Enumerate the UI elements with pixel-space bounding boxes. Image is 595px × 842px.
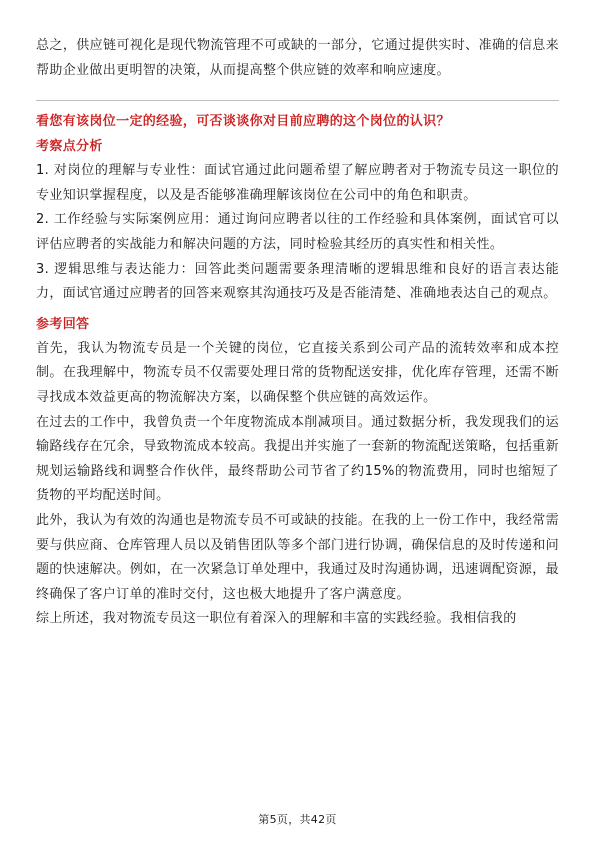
page-number: 第5页，共42页: [258, 813, 337, 826]
intro-paragraph: 总之，供应链可视化是现代物流管理不可或缺的一部分，它通过提供实时、准确的信息来帮助企业做出更明智的决策，从而提高整个供应链的效率和响应速度。: [36, 38, 559, 78]
analysis-heading: 考察点分析: [36, 139, 103, 155]
analysis-item: 1. 对岗位的理解与专业性：面试官通过此问题希望了解应聘者对于物流专员这一职位的专业知识掌握程度，以及是否能够准确理解该岗位在公司中的角色和职责。: [36, 163, 559, 203]
document-body: [36, 34, 559, 632]
analysis-item: 3. 逻辑思维与表达能力：回答此类问题需要条理清晰的逻辑思维和良好的语言表达能力，面试官通过应聘者的回答来观察其沟通技巧及是否能清楚、准确地表达自己的观点。: [36, 261, 559, 302]
answer-heading: 参考回答: [36, 316, 90, 332]
answer-paragraph: 此外，我认为有效的沟通也是物流专员不可或缺的技能。在我的上一份工作中，我经常需要与供应商、仓库管理人员以及销售团队等多个部门进行协调，确保信息的及时传递和问题的快速解决。例如，在一次紧急订单处理中，我通过及时沟通协调，迅速调配资源，最终确保了客户订单的准时交付，这也极大地提升了客户满意度。: [36, 512, 559, 602]
analysis-item: 2. 工作经验与实际案例应用：通过询问应聘者以往的工作经验和具体案例，面试官可以评估应聘者的实战能力和解决问题的方法，同时检验其经历的真实性和相关性。: [36, 212, 559, 252]
answer-paragraph: 在过去的工作中，我曾负责一个年度物流成本削减项目。通过数据分析，我发现我们的运输路线存在冗余，导致物流成本较高。我提出并实施了一套新的物流配送策略，包括重新规划运输路线和调整合作伙伴，最终帮助公司节省了约15%的物流费用，同时也缩短了货物的平均配送时间。: [36, 414, 559, 504]
answer-paragraph: 综上所述，我对物流专员这一职位有着深入的理解和丰富的实践经验。我相信我的: [36, 611, 517, 627]
answer-paragraph: 首先，我认为物流专员是一个关键的岗位，它直接关系到公司产品的流转效率和成本控制。在我理解中，物流专员不仅需要处理日常的货物配送安排，优化库存管理，还需不断寻找成本效益更高的物流解决方案，以确保整个供应链的高效运作。: [36, 340, 559, 405]
section-divider: [36, 100, 559, 101]
interview-question: 看您有该岗位一定的经验，可否谈谈你对目前应聘的这个岗位的认识？: [36, 114, 450, 130]
